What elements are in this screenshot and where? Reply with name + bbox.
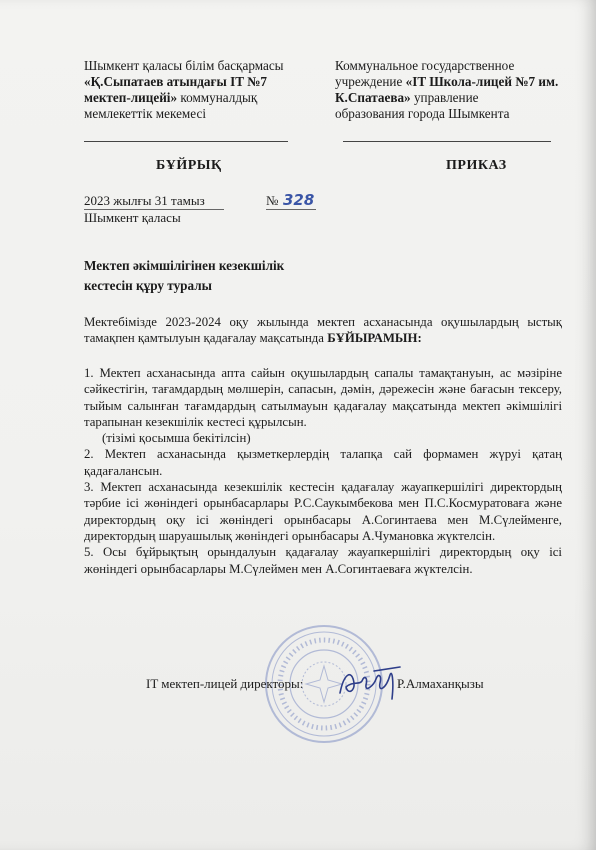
order-city: Шымкент қаласы xyxy=(84,210,181,225)
header-kz xyxy=(84,58,314,122)
preamble-text: Мектебімізде 2023-2024 оқу жылында мектеп асханасында оқушылардың ыстық тамақпен қамтылуын қадағалау мақсатында xyxy=(84,315,562,346)
number-underline xyxy=(266,209,316,210)
item-1: 1. Мектеп асханасында апта сайын оқушылардың сапалы тамақтануын, ас мәзіріне сәйкестігін, тағамдардың мөлшерін, сапасын, дәмін, дәрежесін және бағасын тексеру, тыйым салынған тағамдардың сатылмауын қадағалау мақсатында мектеп әкімшілігі тарапынан кезекшілік кестесі құрылсын. xyxy=(84,366,562,429)
order-number-prefix: № xyxy=(266,193,279,208)
order-items xyxy=(84,365,562,577)
header-kz-line1: Шымкент қаласы білім басқармасы xyxy=(84,58,284,73)
item-5: 5. Осы бұйрықтың орындалуын қадағалау жауапкершілігі директордың оқу ісі жөніндегі орынбасарлары М.Сүлеймен мен А.Согинтаеваға жүктелсін. xyxy=(84,545,562,576)
header-ru-line1: Коммунальное государственное xyxy=(335,58,515,73)
order-word: БҰЙЫРАМЫН: xyxy=(327,331,422,346)
item-3: 3. Мектеп асханасында кезекшілік кестесін қадағалау жауапкершілігі директордың тәрбие ісі жөніндегі орынбасарлары Р.С.Саукымбекова мен П.С.Космуратоваға және директордың оқу ісі жөніндегі орынбасары А.Согинтаева мен М.Сүлейменге, директордың шаруашылық жөніндегі орынбасары А.Чумановка жүктелсін. xyxy=(84,480,562,543)
title-ru: ПРИКАЗ xyxy=(446,158,507,173)
header-kz-line4: мемлекеттік мекемесі xyxy=(84,106,206,121)
header-kz-org xyxy=(84,74,314,106)
order-date: 2023 жылғы 31 тамыз xyxy=(84,193,205,208)
order-subject xyxy=(84,256,284,296)
header-ru xyxy=(335,58,575,122)
item-2: 2. Мектеп асханасында қызметкерлердің талапқа сай формамен жүруі қатаң қадағалансын. xyxy=(84,447,562,478)
subject-line2: кестесін құру туралы xyxy=(84,278,212,293)
signature-role: IT мектеп-лицей директоры: xyxy=(146,676,304,691)
header-ru-pre: учреждение xyxy=(335,74,406,89)
header-divider-right xyxy=(343,141,551,142)
header-kz-org-rest: коммуналдық xyxy=(177,90,258,105)
title-kz: БҰЙРЫҚ xyxy=(156,158,222,173)
header-ru-org-name: «IT Школа-лицей №7 им. К.Спатаева» xyxy=(335,74,559,105)
handwritten-signature xyxy=(334,663,404,703)
header-ru-org xyxy=(335,74,575,106)
preamble-paragraph xyxy=(84,314,562,347)
header-ru-org-rest: управление xyxy=(410,90,479,105)
header-kz-org-name: «Қ.Сыпатаев атындағы IT №7 мектеп-лицейі» xyxy=(84,74,267,105)
signature-name: Р.Алмаханқызы xyxy=(397,676,484,691)
item-1-note: (тізімі қосымша бекітілсін) xyxy=(102,431,251,446)
order-number: 328 xyxy=(283,191,315,209)
header-divider-left xyxy=(84,141,288,142)
header-ru-line4: образования города Шымкента xyxy=(335,106,510,121)
subject-line1: Мектеп әкімшілігінен кезекшілік xyxy=(84,258,285,273)
